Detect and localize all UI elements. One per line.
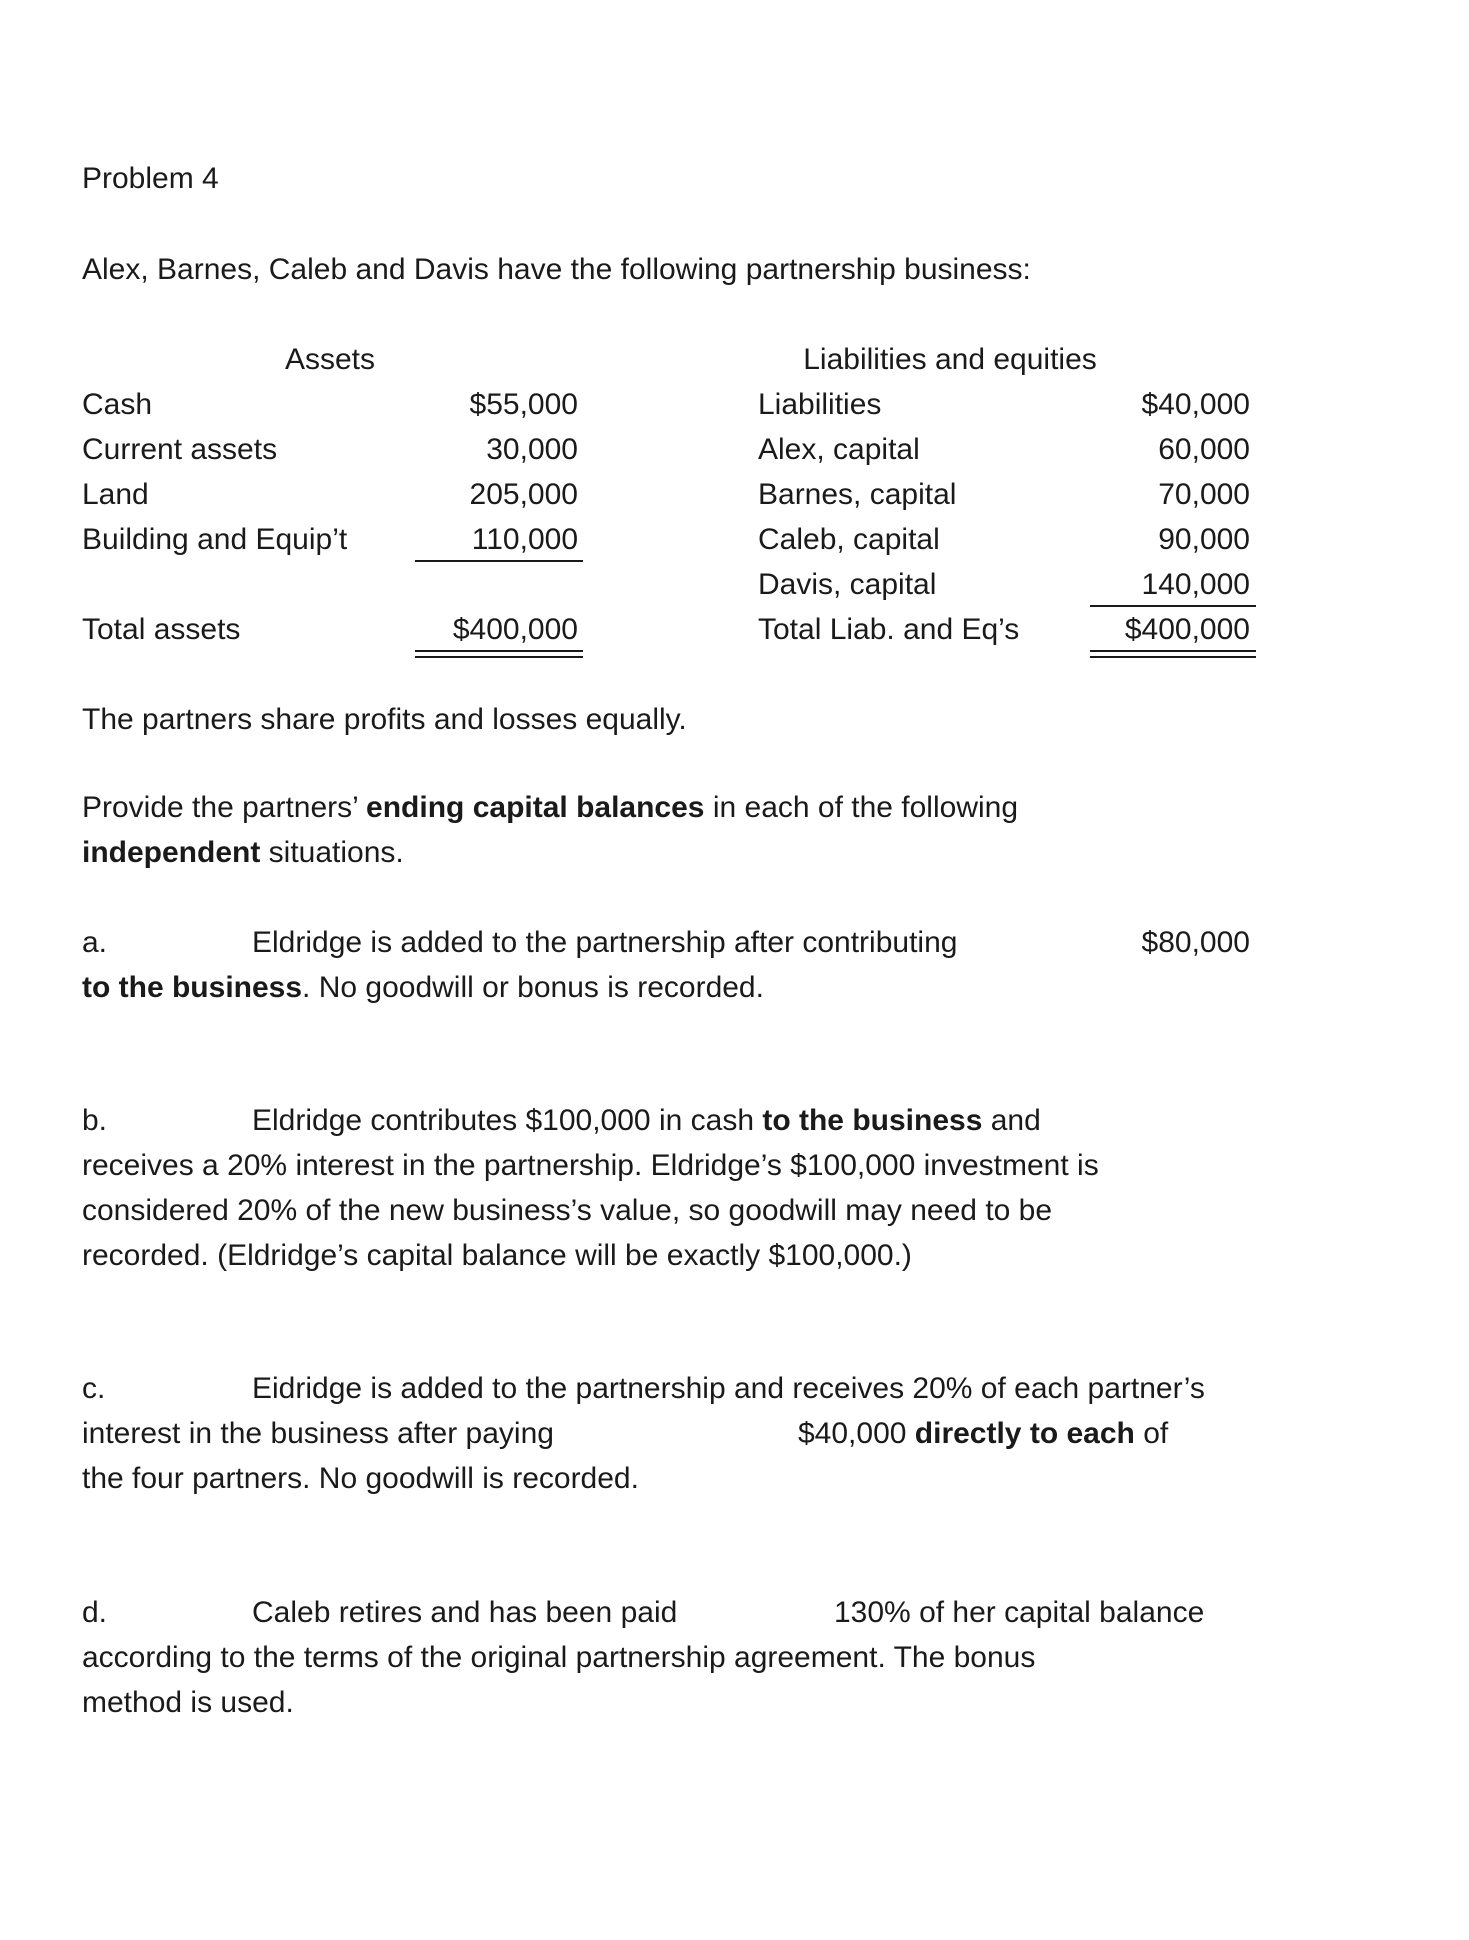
situation-text [82,973,764,1003]
page-title: Problem 4 [82,162,219,195]
situation-emphasis: to the business [82,971,303,1004]
profit-sharing-note: The partners share profits and losses equally. [82,703,687,736]
asset-value: 205,000 [469,478,578,511]
asset-value: 110,000 [471,523,578,556]
situation-amount [798,1419,1168,1449]
liability-label: Alex, capital [758,433,920,466]
total-double-rule-1 [415,650,583,652]
situation-text [252,1106,1041,1136]
total-liab-value: $400,000 [1124,613,1250,646]
liability-value: 90,000 [1158,523,1250,556]
situation-text-part: and [982,1104,1041,1137]
liability-label: Liabilities [758,388,882,421]
situation-text-part: Eldridge contributes $100,000 in cash [252,1104,763,1137]
instruction-text: in each of the following [704,791,1019,824]
liability-label: Barnes, capital [758,478,957,511]
situation-emphasis: directly to each [914,1417,1135,1450]
total-assets-label: Total assets [82,613,241,646]
situation-text: interest in the business after paying [82,1417,554,1450]
instruction-emphasis: independent [82,836,261,869]
situation-text: the four partners. No goodwill is recorded. [82,1462,639,1495]
subtotal-rule [415,560,583,562]
intro-text: Alex, Barnes, Caleb and Davis have the following partnership business: [82,253,1031,286]
liability-value: 60,000 [1158,433,1250,466]
liability-value: $40,000 [1141,388,1250,421]
liability-value: 70,000 [1158,478,1250,511]
situation-letter: a. [82,926,108,959]
situation-text: Caleb retires and has been paid [252,1596,678,1629]
liability-label: Davis, capital [758,568,937,601]
total-double-rule-2 [415,656,583,658]
situation-amount: $80,000 [1141,926,1250,959]
assets-header: Assets [284,343,376,376]
liabilities-header: Liabilities and equities [803,343,1097,376]
situation-text: 130% of her capital balance [834,1596,1205,1629]
asset-label: Building and Equip’t [82,523,348,556]
asset-label: Land [82,478,149,511]
situation-text: Eldridge is added to the partnership after contributing [252,926,958,959]
situation-text: Eidridge is added to the partnership and receives 20% of each partner’s [252,1372,1205,1405]
instruction-line-2 [82,838,404,868]
situation-text-rest: . No goodwill or bonus is recorded. [302,971,764,1004]
situation-text: recorded. (Eldridge’s capital balance will be exactly $100,000.) [82,1239,912,1272]
asset-label: Cash [82,388,153,421]
asset-value: 30,000 [486,433,578,466]
instruction-text: Provide the partners’ [82,791,367,824]
situation-letter: c. [82,1372,106,1405]
total-assets-value: $400,000 [452,613,578,646]
total-double-rule-2 [1090,656,1256,658]
situation-amount-value: $40,000 [798,1417,915,1450]
instruction-line-1 [82,793,1018,823]
asset-label: Current assets [82,433,278,466]
situation-emphasis: to the business [762,1104,983,1137]
situation-text: method is used. [82,1686,294,1719]
asset-value: $55,000 [469,388,578,421]
liability-value: 140,000 [1141,568,1250,601]
situation-text-part: of [1134,1417,1169,1450]
subtotal-rule [1090,605,1256,607]
situation-letter: b. [82,1104,108,1137]
instruction-text: situations. [260,836,404,869]
situation-text: considered 20% of the new business’s value, so goodwill may need to be [82,1194,1053,1227]
situation-text: according to the terms of the original partnership agreement. The bonus [82,1641,1036,1674]
situation-text: receives a 20% interest in the partnership. Eldridge’s $100,000 investment is [82,1149,1099,1182]
liability-label: Caleb, capital [758,523,940,556]
total-liab-label: Total Liab. and Eq’s [758,613,1020,646]
total-double-rule-1 [1090,650,1256,652]
instruction-emphasis: ending capital balances [366,791,705,824]
situation-letter: d. [82,1596,108,1629]
